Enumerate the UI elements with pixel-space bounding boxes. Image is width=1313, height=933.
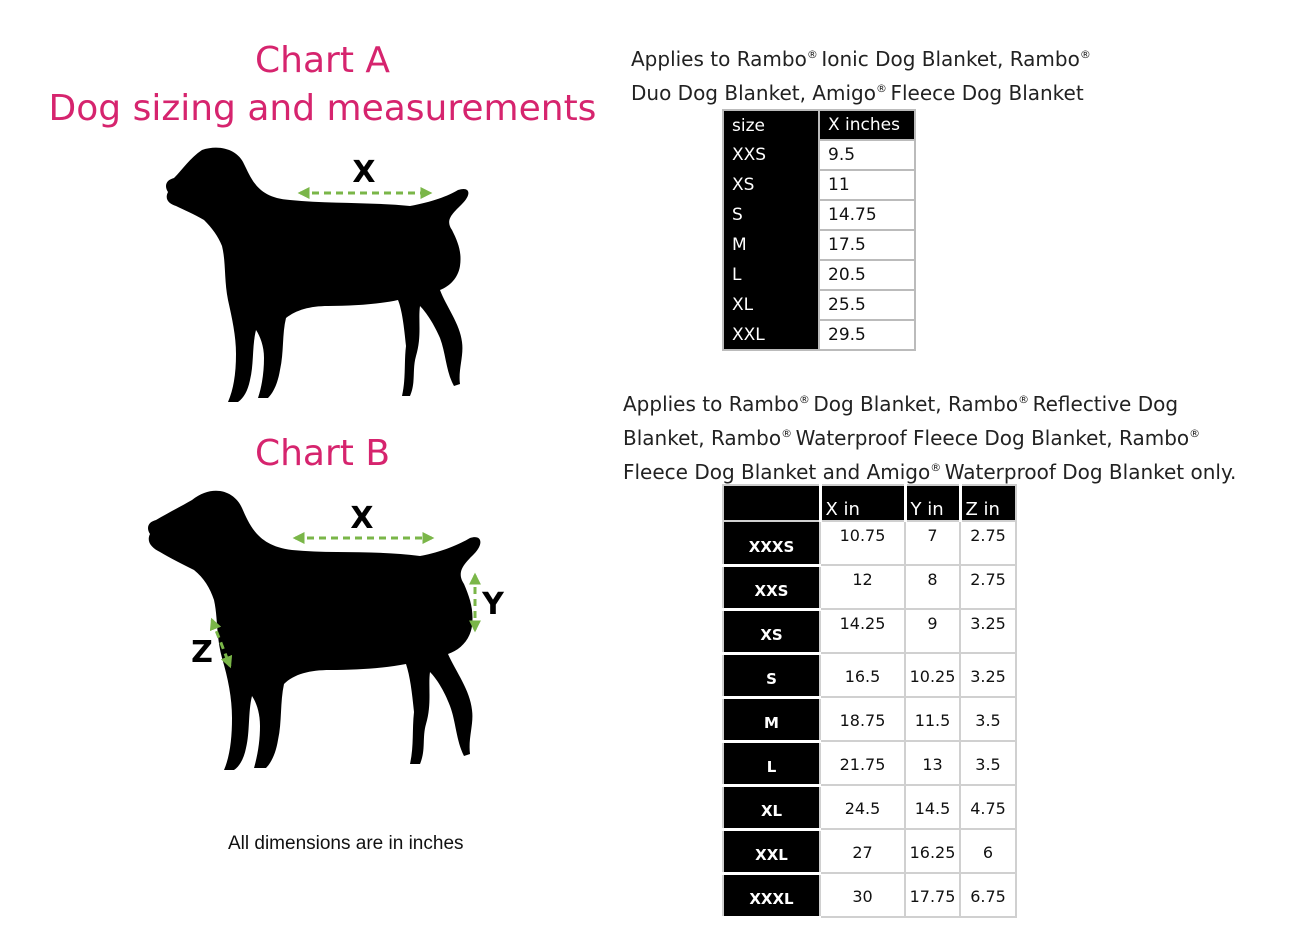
table-row [723,829,1016,873]
label-x: X [350,501,374,536]
z-in-cell: 4.75 [960,785,1016,829]
size-cell: L [723,260,819,290]
y-in-cell: 8 [905,565,960,609]
x-inches-cell: 17.5 [819,230,915,260]
registered-mark: ® [1079,48,1091,61]
y-in-cell: 17.75 [905,873,960,917]
header-blank [723,485,820,521]
applies-text-part: Blanket, Rambo [623,426,782,450]
size-cell: XL [723,785,820,829]
y-in-cell: 10.25 [905,653,960,697]
table-row [723,521,1016,565]
x-in-cell: 21.75 [820,741,905,785]
x-inches-cell: 11 [819,170,915,200]
x-inches-cell: 29.5 [819,320,915,350]
chart-a-title: Chart A [255,40,390,81]
label-z: Z [191,635,213,670]
size-cell: S [723,200,819,230]
label-y: Y [482,587,504,622]
x-inches-cell: 20.5 [819,260,915,290]
size-cell: XXS [723,565,820,609]
z-in-cell: 3.25 [960,609,1016,653]
table-b-applies-text [623,385,1303,487]
table-header-row [723,485,1016,521]
table-row [723,140,915,170]
size-cell: XXXL [723,873,820,917]
x-in-cell: 30 [820,873,905,917]
size-cell: M [723,697,820,741]
registered-mark: ® [930,461,945,474]
y-in-cell: 13 [905,741,960,785]
header-x-in: X in [820,485,905,521]
table-row [723,785,1016,829]
chart-b-title: Chart B [254,433,391,474]
header-x-inches: X inches [819,110,915,140]
applies-text-part: Duo Dog Blanket, Amigo [631,81,876,105]
chart-a-subtitle: Dog sizing and measurements [48,88,597,129]
z-in-cell: 3.25 [960,653,1016,697]
registered-mark: ® [1018,393,1033,406]
applies-text-part: Applies to Rambo [623,392,799,416]
registered-mark: ® [798,393,814,406]
applies-text-part: Fleece Dog Blanket [890,81,1084,105]
z-in-cell: 2.75 [960,565,1016,609]
applies-text-part: Applies to Rambo [631,47,807,71]
table-row [723,609,1016,653]
table-header-row [723,110,915,140]
size-cell: XXL [723,829,820,873]
y-in-cell: 9 [905,609,960,653]
dog-shape [148,491,480,770]
table-row [723,320,915,350]
applies-text-part: Waterproof Dog Blanket only. [944,460,1237,484]
size-cell: XS [723,170,819,200]
table-a-applies-text [631,40,1191,108]
dimensions-note: All dimensions are in inches [228,833,464,854]
size-cell: L [723,741,820,785]
dog-silhouette-chart-b [130,480,530,780]
y-in-cell: 11.5 [905,697,960,741]
y-in-cell: 7 [905,521,960,565]
applies-text-part: Waterproof Fleece Dog Blanket, Rambo [795,426,1190,450]
z-in-cell: 6 [960,829,1016,873]
table-row [723,741,1016,785]
registered-mark: ® [806,48,822,61]
x-in-cell: 14.25 [820,609,905,653]
dog-shape [166,148,468,402]
table-row [723,260,915,290]
header-y-in: Y in [905,485,960,521]
size-cell: XXL [723,320,819,350]
x-in-cell: 16.5 [820,653,905,697]
table-row [723,290,915,320]
table-row [723,697,1016,741]
z-in-cell: 3.5 [960,741,1016,785]
x-inches-cell: 9.5 [819,140,915,170]
registered-mark: ® [781,427,796,440]
x-inches-cell: 14.75 [819,200,915,230]
x-inches-cell: 25.5 [819,290,915,320]
header-z-in: Z in [960,485,1016,521]
registered-mark: ® [875,82,891,95]
size-cell: XS [723,609,820,653]
x-in-cell: 24.5 [820,785,905,829]
size-cell: XXXS [723,521,820,565]
y-in-cell: 14.5 [905,785,960,829]
size-cell: S [723,653,820,697]
x-in-cell: 18.75 [820,697,905,741]
size-table-a [722,109,916,351]
size-cell: XXS [723,140,819,170]
dog-silhouette-chart-a [140,140,480,410]
size-cell: XL [723,290,819,320]
table-row [723,170,915,200]
z-in-cell: 2.75 [960,521,1016,565]
size-cell: M [723,230,819,260]
table-row [723,565,1016,609]
table-row [723,653,1016,697]
applies-text-part: Fleece Dog Blanket and Amigo [623,460,931,484]
z-in-cell: 3.5 [960,697,1016,741]
z-in-cell: 6.75 [960,873,1016,917]
registered-mark: ® [1189,427,1201,440]
table-row [723,200,915,230]
applies-text-part: Dog Blanket, Rambo [813,392,1019,416]
x-in-cell: 12 [820,565,905,609]
y-in-cell: 16.25 [905,829,960,873]
x-in-cell: 27 [820,829,905,873]
size-table-b [722,484,1017,919]
x-in-cell: 10.75 [820,521,905,565]
table-row [723,230,915,260]
table-row [723,873,1016,917]
applies-text-part: Ionic Dog Blanket, Rambo [821,47,1080,71]
applies-text-part: Reflective Dog [1032,392,1179,416]
label-x: X [352,155,376,190]
header-size: size [723,110,819,140]
